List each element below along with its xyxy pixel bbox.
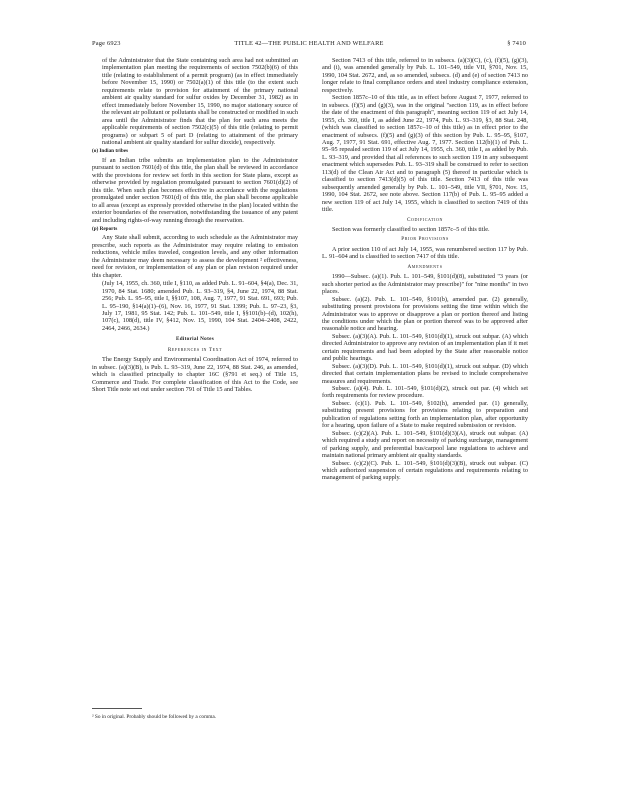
prior-provisions-text: A prior section 110 of act July 14, 1955, was renumbered section 117 by Pub. L. 91–604 and is classified to section 7417 of this title. — [322, 245, 528, 261]
references-text: The Energy Supply and Environmental Coordination Act of 1974, referred to in subsec. (a)(3)(B), is Pub. L. 93–319, June 22, 1974, 88 Stat. 246, as amended, which is classified principally to chapter 16C (§791 et seq.) of Title 15, Commerce and Trade. For complete classification of this Act to the Code, see Short Title note set out under section 791 of Title 15 and Tables. — [92, 356, 298, 394]
subsection-p-heading: (p) Reports — [92, 225, 118, 232]
footnote: ² So in original. Probably should be followed by a comma. — [92, 714, 216, 720]
prior-provisions-heading: Prior Provisions — [401, 236, 449, 243]
running-header — [92, 40, 526, 52]
left-column — [92, 57, 298, 393]
subsection-o-heading: (o) Indian tribes — [92, 148, 129, 155]
right-column — [322, 57, 528, 482]
subsection-o-text: If an Indian tribe submits an implementation plan to the Administrator pursuant to section 7601(d) of this title, the plan shall be reviewed in accordance with the provisions for review set forth in this section for State plans, except as otherwise provided by regulation promulgated pursuant to section 7601(d)(2) of this title. When such plan becomes effective in accordance with the regulations promulgated under section 7601(d) of this title, the plan shall become applicable to all areas (except as expressly provided otherwise in the plan) located within the exterior boundaries of the reservation, notwithstanding the issuance of any patent and including rights-of-way running through the reservation. — [92, 156, 298, 224]
amendment-item: Subsec. (a)(3)(D). Pub. L. 101–549, §101(d)(1), struck out subpar. (D) which directed that certain implementation plans be revised to include comprehensive measures and requirements. — [322, 362, 528, 385]
editorial-notes-heading: Editorial Notes — [175, 336, 215, 343]
running-title: TITLE 42—THE PUBLIC HEALTH AND WELFARE — [234, 40, 384, 47]
references-para-2: Section 1857c–10 of this title, as in effect before August 7, 1977, referred to in subsecs. (f)(5) and (g)(3), was in the original "section 119, as in effect before the date of the enactment of this paragraph", meaning section 119 of act July 14, 1955, ch. 360, title I, as added June 22, 1974, Pub. L. 93–319, §3, 88 Stat. 248, (which was classified to section 1857c–10 of this title) as in effect prior to the enactment of subsecs. (f)(5) and (g)(3) of this section by Pub. L. 95–95, §107, Aug. 7, 1977, 91 Stat. 691, effective Aug. 7, 1977. Section 112(b)(1) of Pub. L. 95–95 repealed section 119 of act July 14, 1955, ch. 360, title I, as added by Pub. L. 93–319, and provided that all references to such section 119 in any subsequent enactment which supersedes Pub. L. 93–319 shall be construed to refer to section 113(d) of the Clean Air Act and to paragraph (5) thereof in particular which is classified to section 7413(d)(5) of this title. Section 7413 of this title was subsequently amended generally by Pub. L. 101–549, title VII, §701, Nov. 15, 1990, 104 Stat. 2672, see note above. Section 117(b) of Pub. L. 95–95 added a new section 119 of act July 14, 1955, which is classified to section 7419 of this title. — [322, 94, 528, 214]
codification-heading: Codification — [407, 216, 443, 223]
amendment-item: Subsec. (a)(2). Pub. L. 101–549, §101(b), amended par. (2) generally, substituting present provisions for provisions setting the time within which the Administrator was to approve or disapprove a plan or portion thereof and listing the conditions under which the plan or portion thereof was to be approved after reasonable notice and hearing. — [322, 295, 528, 333]
amendment-item: Subsec. (c)(1). Pub. L. 101–549, §102(h), amended par. (1) generally, substituting present provisions for provisions relating to preparation and publication of regulations setting forth an implementation plan, after opportunity for a hearing, upon failure of a State to make required submission or revision. — [322, 399, 528, 430]
references-heading: References in Text — [167, 346, 223, 353]
amendment-item: 1990—Subsec. (a)(1). Pub. L. 101–549, §101(d)(8), substituted "3 years (or such shorter period as the Administrator may prescribe)" for "nine months" in two places. — [322, 273, 528, 296]
amendments-heading: Amendments — [407, 263, 443, 270]
section-number: § 7410 — [507, 40, 526, 47]
amendment-item: Subsec. (a)(3)(A). Pub. L. 101–549, §101(d)(1), struck out subpar. (A) which directed Administrator to approve any revision of an implementation plan if it met certain requirements and had been adopted by the State after reasonable notice and public hearings. — [322, 332, 528, 363]
amendment-item: Subsec. (a)(4). Pub. L. 101–549, §101(d)(2), struck out par. (4) which set forth requirements for review procedure. — [322, 385, 528, 400]
amendment-item: Subsec. (c)(2)(C). Pub. L. 101–549, §101(d)(3)(B), struck out subpar. (C) which authorized suspension of certain regulations and requirements relating to management of parking supply. — [322, 459, 528, 482]
codification-text: Section was formerly classified to section 1857c–5 of this title. — [332, 225, 490, 233]
subsection-p-text: Any State shall submit, according to such schedule as the Administrator may prescribe, such reports as the Administrator may require relating to emission reductions, vehicle miles traveled, congestion levels, and any other information the Administrator may deem necessary to assess the development ² effectiveness, need for revision, or implementation of any plan or plan revision required under this chapter. — [92, 234, 298, 279]
statute-continuation: of the Administrator that the State containing such area had not submitted an implementation plan meeting the requirements of section 7502(b)(6) of this title (relating to establishment of a permit program) (as in effect immediately before November 15, 1990) or 7502(a)(1) of this title (to the extent such requirements relate to provision for attainment of the primary national ambient air quality standard for sulfur oxides by December 31, 1982) as in effect immediately before November 15, 1990, no major stationary source of the relevant air pollutant or pollutants shall be constructed or modified in such area until the Administrator finds that the plan for such area meets the applicable requirements of section 7502(c)(5) of this title (relating to permit programs) or subpart 5 of part D (relating to attainment of the primary national ambient air quality standard for sulfur dioxide), respectively. — [102, 57, 298, 146]
footnote-rule — [92, 708, 142, 709]
references-para-1: Section 7413 of this title, referred to in subsecs. (a)(3)(C), (c), (f)(5), (g)(3), and (i), was amended generally by Pub. L. 101–549, title VII, §701, Nov. 15, 1990, 104 Stat. 2672, and, as so amended, subsecs. (d) and (e) of section 7413 no longer relate to final compliance orders and steel industry compliance extension, respectively. — [322, 57, 528, 94]
page-number: Page 6923 — [92, 40, 121, 47]
amendment-item: Subsec. (c)(2)(A). Pub. L. 101–549, §101(d)(3)(A), struck out subpar. (A) which required a study and report on necessity of parking surcharge, management of parking supply, and preferential bus/carpool lane regulations to achieve and maintain national primary ambient air quality standards. — [322, 429, 528, 460]
history-note: (July 14, 1955, ch. 360, title I, §110, as added Pub. L. 91–604, §4(a), Dec. 31, 1970, 84 Stat. 1680; amended Pub. L. 93–319, §4, June 22, 1974, 88 Stat. 256; Pub. L. 95–95, title I, §§107, 108, Aug. 7, 1977, 91 Stat. 691, 693; Pub. L. 95–190, §14(a)(1)–(6), Nov. 16, 1977, 91 Stat. 1399; Pub. L. 97–23, §3, July 17, 1981, 95 Stat. 142; Pub. L. 101–549, title I, §§101(b)–(d), 102(h), 107(c), 108(d), title IV, §412, Nov. 15, 1990, 104 Stat. 2404–2408, 2422, 2464, 2466, 2634.) — [102, 280, 298, 332]
